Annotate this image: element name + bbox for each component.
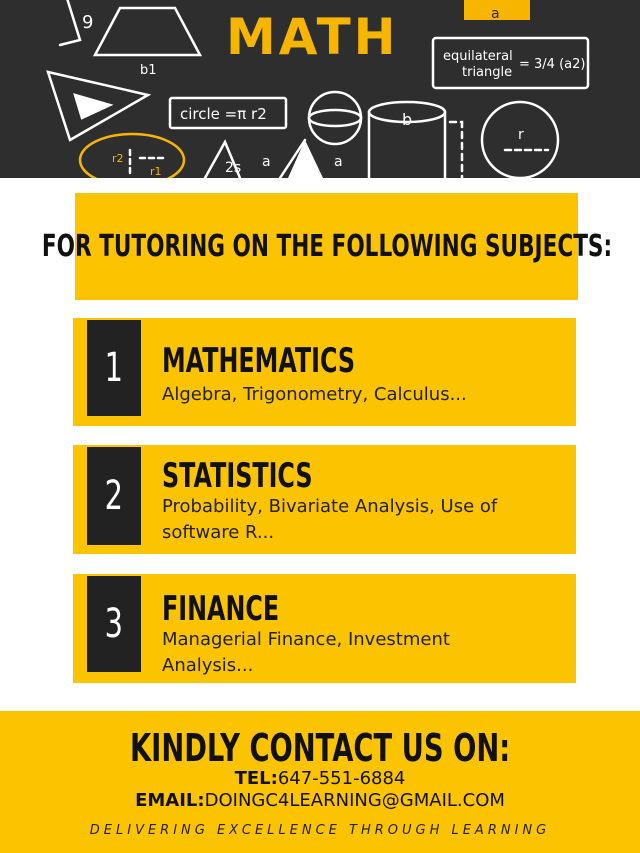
subject-item-finance: [73, 574, 576, 683]
contact-email: [0, 792, 640, 810]
subject-number: 3: [104, 601, 124, 647]
subject-title: MATHEMATICS: [162, 341, 356, 381]
tel-label: TEL:: [234, 768, 278, 789]
label-r-circle: r: [518, 127, 524, 143]
eq-triangle-line2: triangle: [462, 65, 513, 80]
email-value[interactable]: DOINGC4LEARNING@GMAIL.COM: [204, 790, 505, 811]
subject-item-statistics: [73, 445, 576, 554]
subjects-header-text: FOR TUTORING ON THE FOLLOWING SUBJECTS:: [41, 229, 612, 264]
label-r1: r1: [150, 165, 162, 178]
tagline: DELIVERING EXCELLENCE THROUGH LEARNING: [89, 823, 551, 838]
label-a2: a: [334, 154, 343, 170]
eq-triangle-formula: = 3/4 (a2): [519, 57, 586, 72]
eq-triangle-line1: equilateral: [443, 49, 513, 64]
contact-title: KINDLY CONTACT US ON:: [129, 726, 511, 770]
math-title: MATH: [226, 8, 399, 66]
subject-title: STATISTICS: [162, 456, 313, 496]
contact-title-wrap: [0, 726, 640, 770]
email-label: EMAIL:: [135, 790, 205, 811]
ellipse-shape: [80, 134, 184, 178]
label-r2: r2: [112, 152, 124, 165]
chalkboard-banner: [0, 0, 640, 178]
subject-number-block: [87, 576, 141, 672]
label-a1: a: [262, 154, 271, 170]
label-b1: b1: [140, 63, 157, 78]
trapezoid-shape: [95, 8, 200, 55]
subject-number: 2: [104, 473, 124, 519]
subject-item-mathematics: [73, 318, 576, 426]
label-2s: 2s: [225, 160, 242, 176]
subject-title: FINANCE: [162, 589, 280, 629]
subject-description: Probability, Bivariate Analysis, Use of software R...: [162, 496, 498, 543]
subjects-header-box: [41, 193, 612, 300]
subject-number-block: [87, 320, 141, 416]
sphere-shape: [309, 92, 361, 144]
subject-number-block: [87, 447, 141, 545]
circle-formula-text: circle =π r2: [180, 105, 267, 123]
label-b-cylinder: b: [402, 110, 413, 129]
label-nine: 9: [82, 12, 94, 33]
contact-tel: [0, 770, 640, 788]
tel-value[interactable]: 647-551-6884: [277, 768, 406, 789]
triangle-ruler-fill: [75, 95, 110, 118]
subject-number: 1: [104, 345, 124, 391]
subject-description: Managerial Finance, Investment Analysis...: [162, 629, 450, 676]
angle-sketch: [60, 0, 80, 45]
contact-footer: [0, 711, 640, 853]
label-a-top: a: [491, 6, 500, 22]
subject-description: Algebra, Trigonometry, Calculus...: [162, 384, 467, 405]
